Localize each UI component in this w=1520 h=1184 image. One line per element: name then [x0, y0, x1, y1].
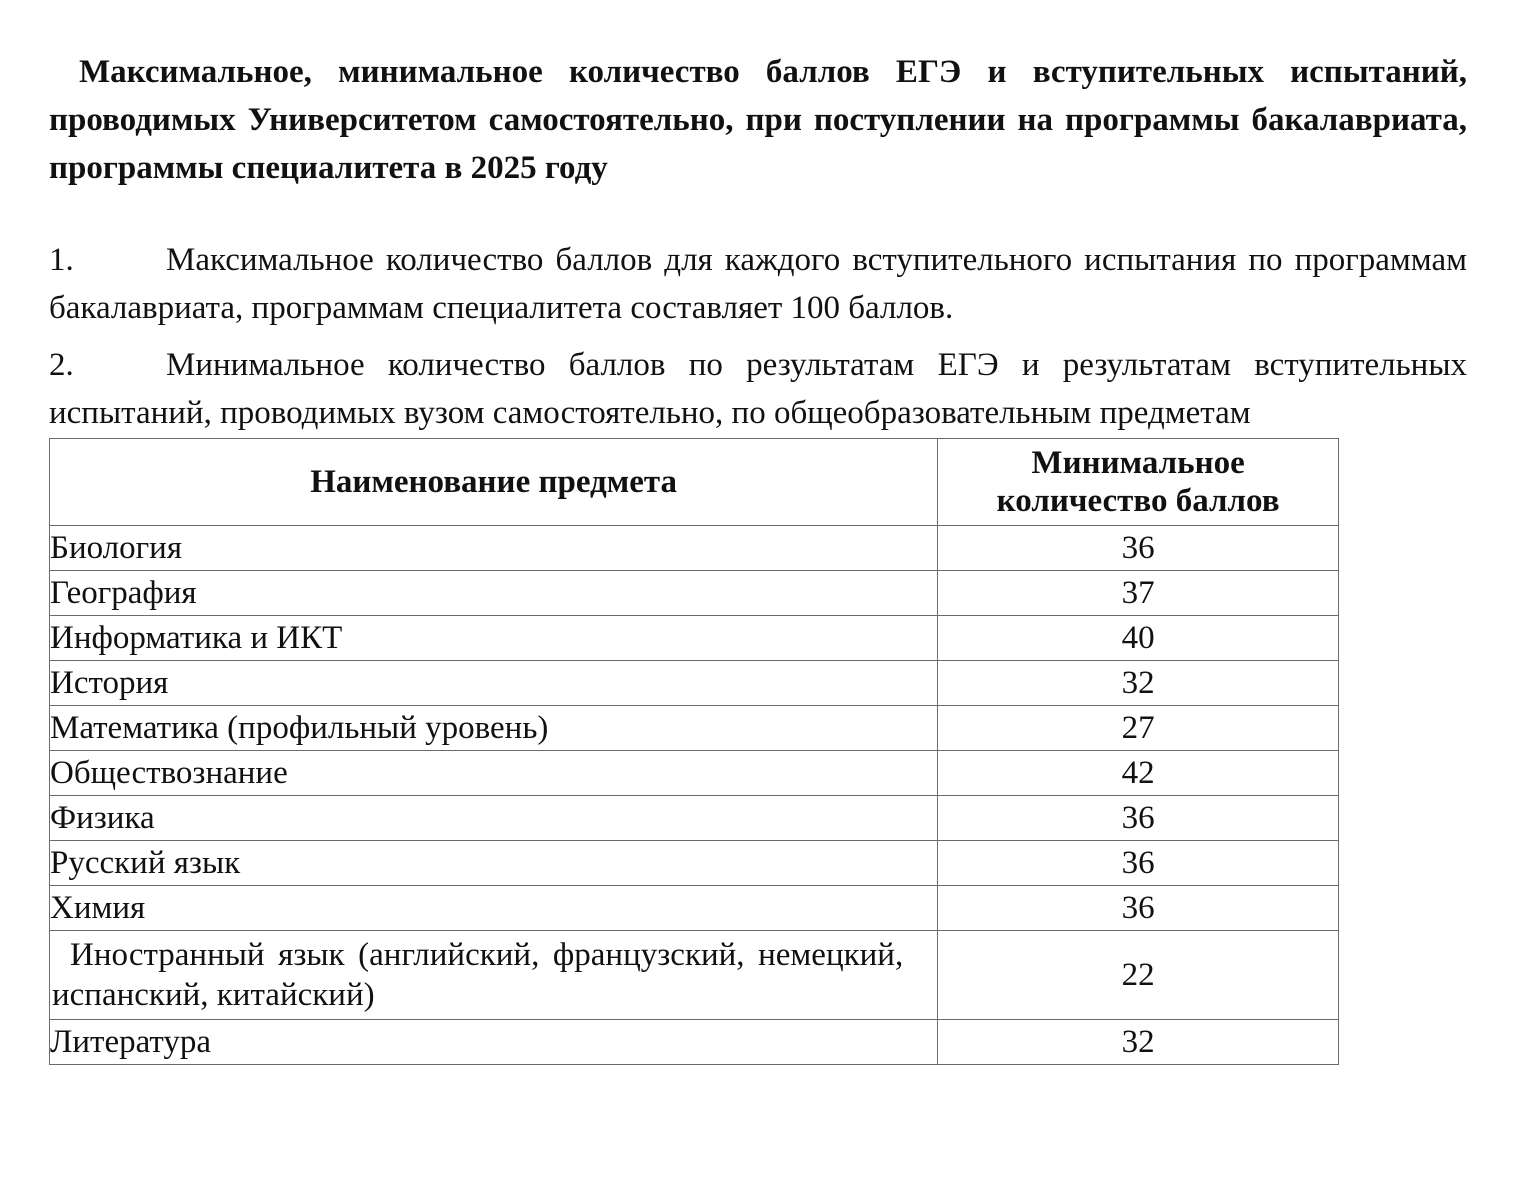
paragraph-1-number: 1. — [49, 242, 74, 278]
score-cell: 22 — [938, 931, 1339, 1020]
score-cell: 36 — [938, 841, 1339, 886]
subject-cell: Биология — [50, 526, 938, 571]
score-cell: 36 — [938, 526, 1339, 571]
header-min-score-line1: Минимальное — [1031, 445, 1245, 481]
table-row — [50, 661, 1339, 706]
subject-cell: Обществознание — [50, 751, 938, 796]
score-cell: 37 — [938, 571, 1339, 616]
table-row — [50, 526, 1339, 571]
header-min-score-line2: количество баллов — [996, 483, 1280, 519]
subject-cell: География — [50, 571, 938, 616]
table-row — [50, 571, 1339, 616]
subject-cell: История — [50, 661, 938, 706]
subject-cell: Информатика и ИКТ — [50, 616, 938, 661]
score-cell: 42 — [938, 751, 1339, 796]
header-subject: Наименование предмета — [50, 439, 938, 526]
subject-cell: Русский язык — [50, 841, 938, 886]
table-row — [50, 841, 1339, 886]
subject-cell: Химия — [50, 886, 938, 931]
paragraph-2 — [49, 341, 1467, 437]
score-cell: 27 — [938, 706, 1339, 751]
paragraph-2-text: Минимальное количество баллов по результатам ЕГЭ и результатам вступительных испытаний, проводимых вузом самостоятельно, по общеобразовательным предметам — [49, 347, 1467, 431]
paragraph-1-text: Максимальное количество баллов для каждого вступительного испытания по программам бакалавриата, программам специалитета составляет 100 баллов. — [49, 242, 1467, 326]
document-page — [49, 48, 1467, 1065]
score-cell: 40 — [938, 616, 1339, 661]
score-cell: 32 — [938, 661, 1339, 706]
paragraph-2-number: 2. — [49, 347, 74, 383]
table-row — [50, 616, 1339, 661]
score-cell: 36 — [938, 796, 1339, 841]
paragraph-1 — [49, 236, 1467, 332]
table-row — [50, 1020, 1339, 1065]
score-cell: 32 — [938, 1020, 1339, 1065]
table-row — [50, 706, 1339, 751]
subject-cell: Физика — [50, 796, 938, 841]
subject-cell: Литература — [50, 1020, 938, 1065]
document-title: Максимальное, минимальное количество баллов ЕГЭ и вступительных испытаний, проводимых Университетом самостоятельно, при поступлении на программы бакалавриата, программы специалитета в 2025 году — [49, 54, 1467, 186]
table-row — [50, 751, 1339, 796]
min-scores-table — [49, 438, 1339, 1065]
table-row — [50, 931, 1339, 1020]
header-min-score — [938, 439, 1339, 526]
subject-cell: Математика (профильный уровень) — [50, 706, 938, 751]
score-cell: 36 — [938, 886, 1339, 931]
table-header-row — [50, 439, 1339, 526]
table-row — [50, 796, 1339, 841]
subject-cell: Иностранный язык (английский, французский, немецкий, испанский, китайский) — [50, 931, 938, 1020]
table-row — [50, 886, 1339, 931]
